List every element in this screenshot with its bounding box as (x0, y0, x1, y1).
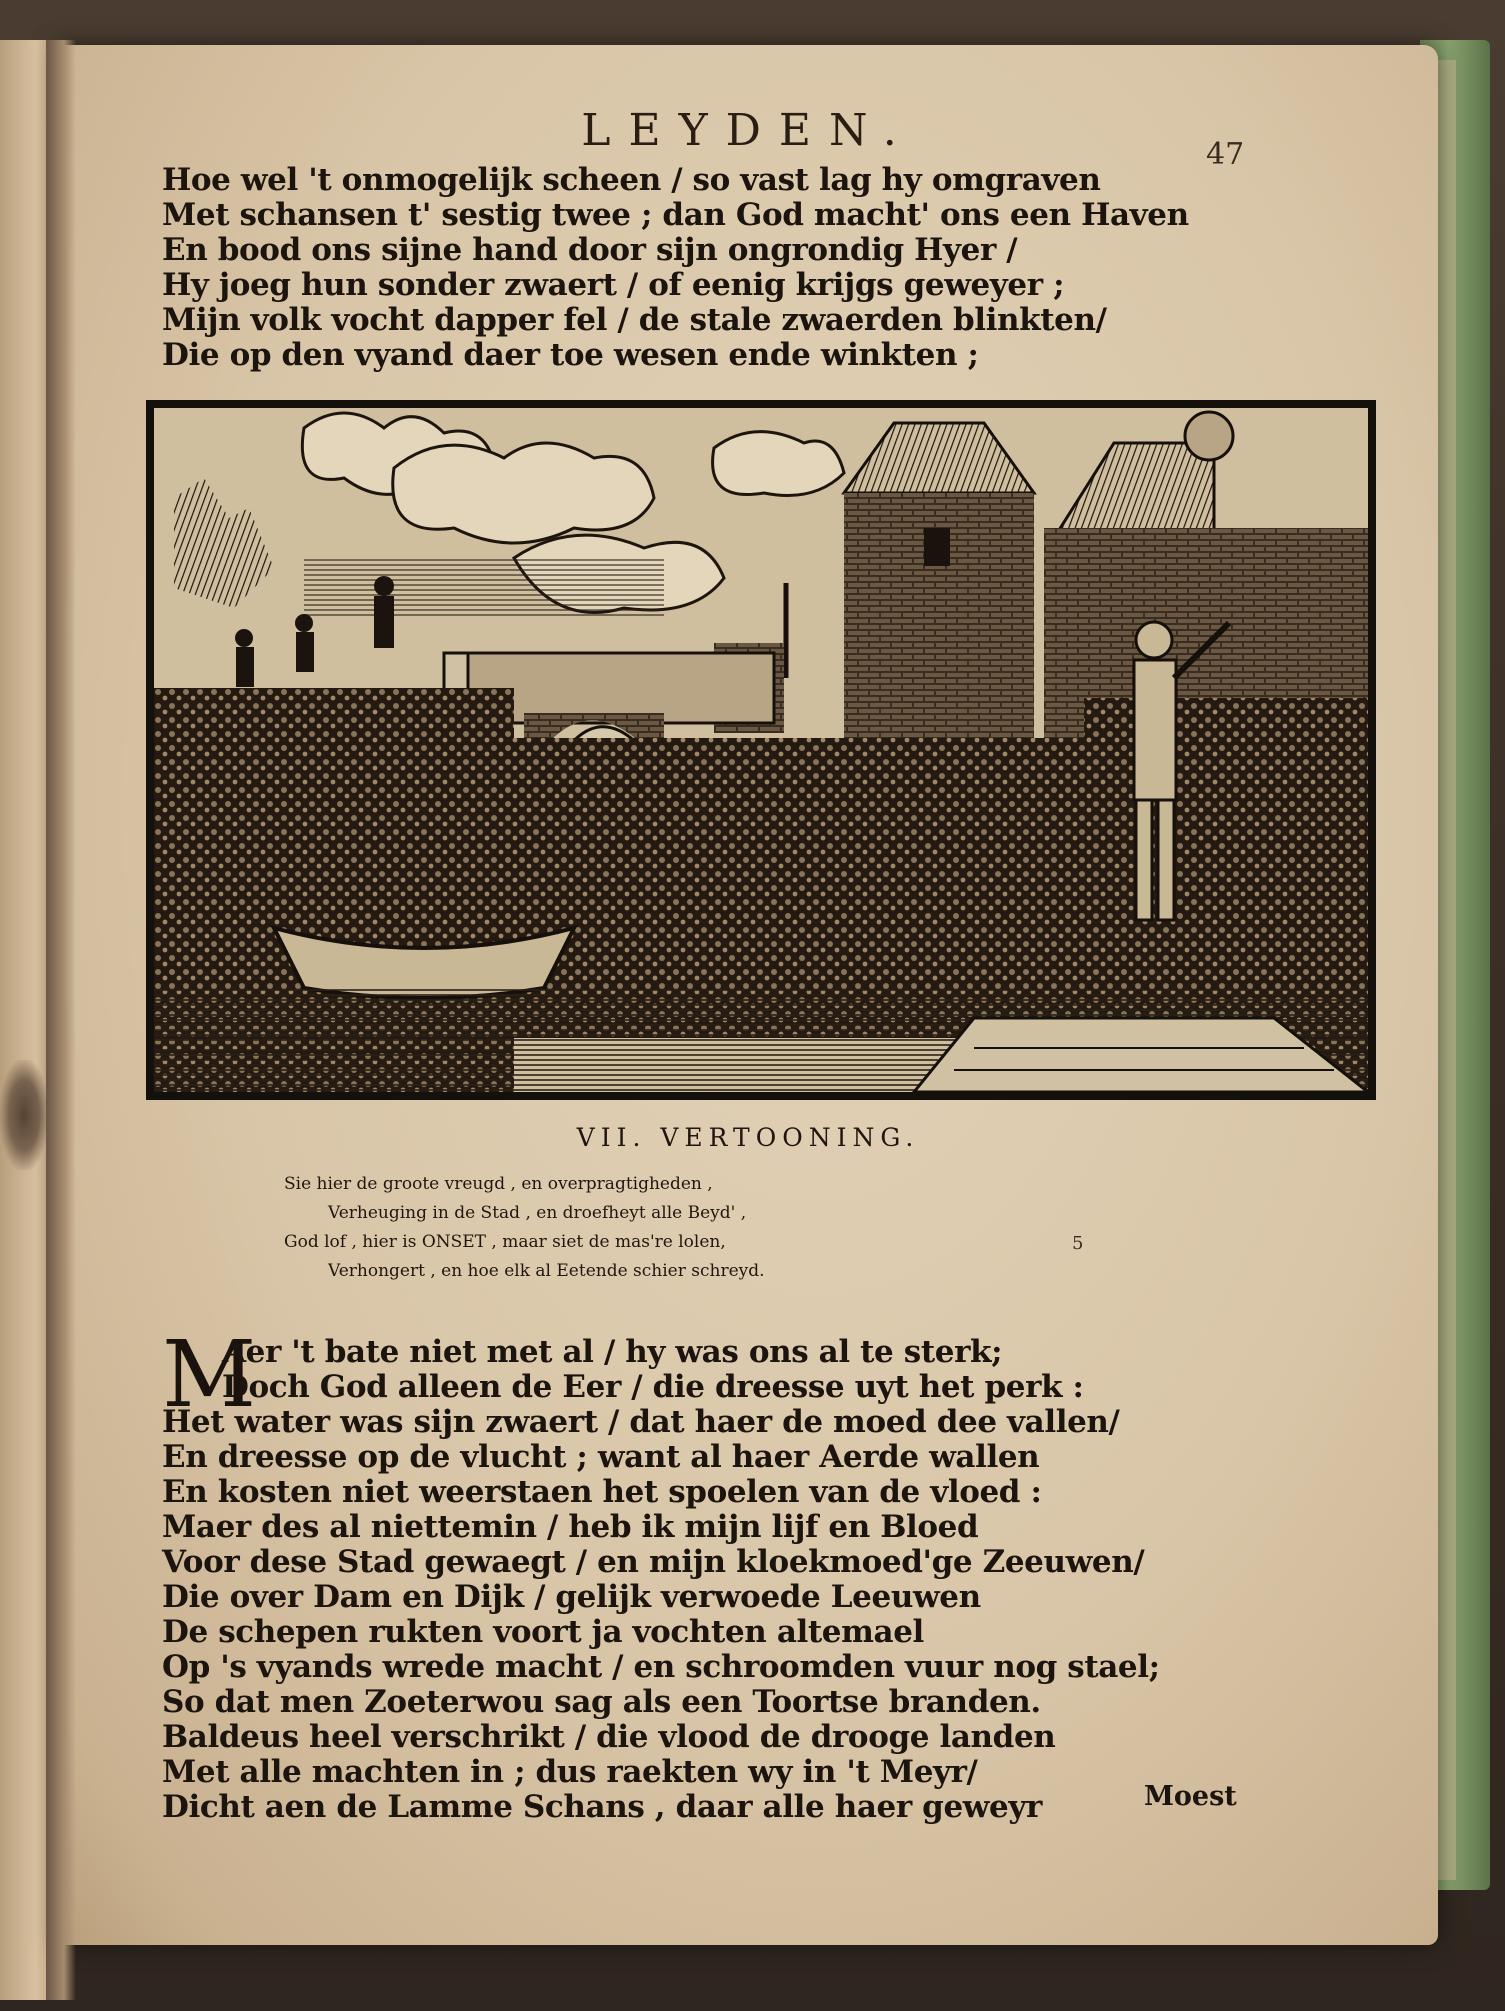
verse-line: Met alle machten in ; dus raekten wy in 't Meyr/ (162, 1754, 978, 1790)
verse-line: Aer 't bate niet met al / hy was ons al te sterk; (222, 1334, 1003, 1370)
page-stain (0, 1060, 48, 1170)
book-page (58, 45, 1438, 1945)
verse-line: Die op den vyand daer toe wesen ende winkten ; (162, 337, 979, 373)
figure-verse-line: Sie hier de groote vreugd , en overpragtigheden , (284, 1174, 713, 1194)
woodcut-scene (154, 408, 1368, 1092)
figure-verse (284, 1170, 765, 1286)
verse-line: Doch God alleen de Eer / die dreesse uyt het perk : (222, 1369, 1084, 1405)
figure-caption: VII. VERTOONING. (576, 1123, 920, 1152)
figure-verse-line: Verhongert , en hoe elk al Eetende schier schreyd. (328, 1261, 765, 1281)
figure-verse-line: God lof , hier is ONSET , maar siet de mas're lolen, (284, 1232, 726, 1252)
verse-line: Maer des al niettemin / heb ik mijn lijf en Bloed (162, 1509, 979, 1545)
verse-line: Voor dese Stad gewaegt / en mijn kloekmoed'ge Zeeuwen/ (162, 1544, 1145, 1580)
verse-line: Hoe wel 't onmogelijk scheen / so vast lag hy omgraven (162, 162, 1101, 198)
verse-line: En dreesse op de vlucht ; want al haer Aerde wallen (162, 1439, 1040, 1475)
verse-line: En bood ons sijne hand door sijn ongrondig Hyer / (162, 232, 1018, 268)
woodcut-illustration (146, 400, 1376, 1100)
verse-line: Op 's vyands wrede macht / en schroomden vuur nog stael; (162, 1649, 1160, 1685)
gutter-shadow (46, 40, 76, 2000)
verse-line: Die over Dam en Dijk / gelijk verwoede Leeuwen (162, 1579, 981, 1615)
page-block-edge (1438, 60, 1456, 1880)
verse-line: Dicht aen de Lamme Schans , daar alle haer geweyr (162, 1789, 1042, 1825)
verse-line: De schepen rukten voort ja vochten altemael (162, 1614, 924, 1650)
page-number: 47 (1206, 137, 1245, 172)
running-head: LEYDEN. (581, 105, 915, 156)
verse-line: So dat men Zoeterwou sag als een Toortse branden. (162, 1684, 1041, 1720)
catchword: Moest (1144, 1781, 1237, 1812)
city-tower (844, 423, 1034, 743)
verse-line: En kosten niet weerstaen het spoelen van de vloed : (162, 1474, 1042, 1510)
verse-line: Met schansen t' sestig twee ; dan God macht' ons een Haven (162, 197, 1189, 233)
drop-cap: M (162, 1321, 257, 1428)
verse-line: Het water was sijn zwaert / dat haer de moed dee vallen/ (162, 1404, 1120, 1440)
verse-line: Hy joeg hun sonder zwaert / of eenig krijgs geweyer ; (162, 267, 1065, 303)
verse-bottom (162, 1335, 1160, 1825)
sky-hatching (304, 558, 664, 618)
margin-mark: 5 (1072, 1233, 1084, 1254)
verse-top (162, 163, 1189, 373)
figure-verse-line: Verheuging in de Stad , en droefheyt alle Beyd' , (328, 1203, 747, 1223)
verse-line: Mijn volk vocht dapper fel / de stale zwaerden blinkten/ (162, 302, 1107, 338)
verse-line: Baldeus heel verschrikt / die vlood de drooge landen (162, 1719, 1056, 1755)
